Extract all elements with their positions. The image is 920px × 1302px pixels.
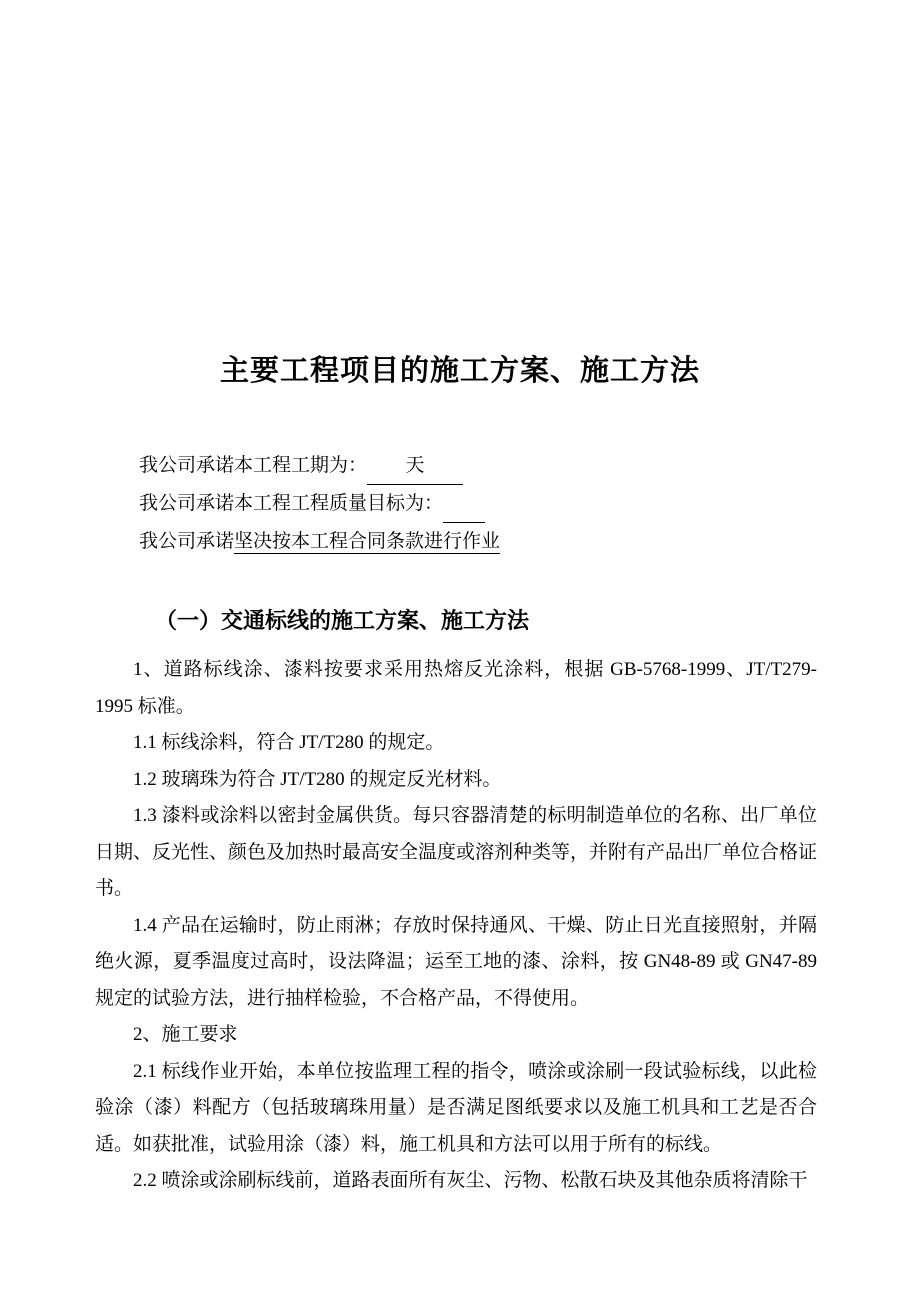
paragraph-2-2: 2.2 喷涂或涂刷标线前，道路表面所有灰尘、污物、松散石块及其他杂质将清除干 (133, 1170, 808, 1191)
commitment-line-quality (95, 485, 817, 523)
commitment-quality-blank (443, 485, 485, 523)
commitment-duration-text: 我公司承诺本工程工期为： (139, 455, 368, 476)
paragraph-1: 1、道路标线涂、漆料按要求采用热熔反光涂料，根据 GB-5768-1999、JT/T279-1995 标准。 (95, 659, 817, 717)
paragraph-1-4: 1.4 产品在运输时，防止雨淋；存放时保持通风、干燥、防止日光直接照射，并隔绝火源，夏季温度过高时，设法降温；运至工地的漆、涂料，按 GN48-89 或 GN47-89 规定的试验方法，进行抽样检验，不合格产品，不得使用。 (95, 914, 817, 1009)
paragraph-1-1: 1.1 标线涂料，符合 JT/T280 的规定。 (133, 732, 445, 753)
commitment-line-contract (95, 523, 817, 560)
section-heading: （一）交通标线的施工方案、施工方法 (155, 608, 530, 633)
document-body (95, 652, 817, 1200)
commitment-contract-text: 我公司承诺 (139, 531, 235, 552)
paragraph-1-3: 1.3 漆料或涂料以密封金属供货。每只容器清楚的标明制造单位的名称、出厂单位日期、反光性、颜色及加热时最高安全温度或溶剂种类等，并附有产品出厂单位合格证书。 (95, 805, 818, 899)
commitment-quality-text: 我公司承诺本工程工程质量目标为： (139, 493, 444, 514)
commitment-duration-blank: 天 (367, 447, 463, 485)
paragraph-2: 2、施工要求 (133, 1024, 238, 1045)
commitment-line-duration (95, 447, 817, 485)
document-title: 主要工程项目的施工方案、施工方法 (219, 355, 700, 387)
paragraph-2-1: 2.1 标线作业开始，本单位按监理工程的指令，喷涂或涂刷一段试验标线，以此检验涂（漆）料配方（包括玻璃珠用量）是否满足图纸要求以及施工机具和工艺是否合适。如获批准，试验用涂（漆）料，施工机具和方法可以用于所有的标线。 (95, 1060, 817, 1155)
paragraph-1-2: 1.2 玻璃珠为符合 JT/T280 的规定反光材料。 (133, 768, 502, 790)
commitment-contract-underlined: 坚决按本工程合同条款进行作业 (234, 531, 501, 552)
commitments-block (95, 447, 817, 560)
